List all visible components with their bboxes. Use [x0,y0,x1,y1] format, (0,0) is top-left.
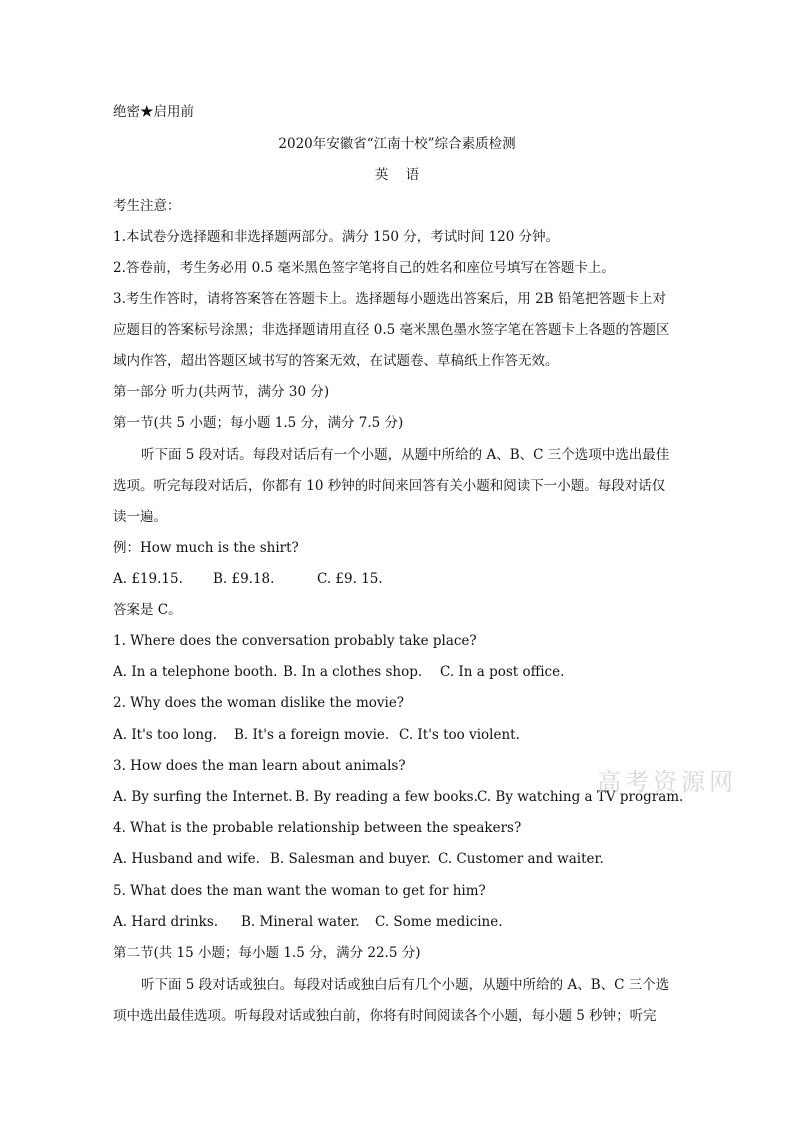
option-c: C. In a post office. [440,664,565,680]
section1-instruction: 读一遍。 [113,509,167,525]
notice-heading: 考生注意： [113,198,181,214]
notice-item: 2.答卷前，考生务必用 0.5 毫米黑色签字笔将自己的姓名和座位号填写在答题卡上。 [113,260,615,276]
section2-title: 第二节(共 15 小题；每小题 1.5 分，满分 22.5 分) [113,945,421,961]
option-c: C. It's too violent. [399,727,520,743]
question-4: 4. What is the probable relationship between the speakers? [113,820,522,836]
question-2-options [113,726,520,744]
question-3: 3. How does the man learn about animals? [113,758,406,774]
subject-title: 英 语 [374,167,420,183]
option-c: C. Some medicine. [375,914,503,930]
question-1-options [113,663,564,681]
question-4-options [113,850,604,868]
secret-label: 绝密★启用前 [113,104,194,120]
example-question: 例：How much is the shirt? [113,540,299,556]
section1-title: 第一节(共 5 小题；每小题 1.5 分，满分 7.5 分) [113,415,404,431]
example-options [113,570,383,588]
exam-title: 2020年安徽省“江南十校”综合素质检测 [278,136,516,152]
option-a: A. Husband and wife. [113,851,260,867]
question-1: 1. Where does the conversation probably take place? [113,633,477,649]
notice-item: 1.本试卷分选择题和非选择题两部分。满分 150 分，考试时间 120 分钟。 [113,229,560,245]
option-b: B. It's a foreign movie. [234,727,390,743]
option-a: A. In a telephone booth. [113,664,278,680]
option-b: B. £9.18. [213,571,275,587]
example-answer: 答案是 C。 [113,602,182,618]
watermark: 高考资源网 [597,768,737,796]
notice-item: 3.考生作答时，请将答案答在答题卡上。选择题每小题选出答案后，用 2B 铅笔把答题卡上对 [113,291,666,307]
option-c: C. £9. 15. [317,571,383,587]
option-c: C. Customer and waiter. [438,851,604,867]
section1-instruction: 选项。听完每段对话后，你都有 10 秒钟的时间来回答有关小题和阅读下一小题。每段对话仅 [113,478,666,494]
option-a: A. By surfing the Internet. [113,789,293,805]
question-2: 2. Why does the woman dislike the movie? [113,695,405,711]
option-a: A. £19.15. [113,571,183,587]
option-b: B. Salesman and buyer. [270,851,431,867]
section1-instruction: 听下面 5 段对话。每段对话后有一个小题，从题中所给的 A、B、C 三个选项中选出最佳 [141,447,670,463]
option-a: A. It's too long. [113,727,218,743]
option-a: A. Hard drinks. [113,914,219,930]
notice-item: 应题目的答案标号涂黑；非选择题请用直径 0.5 毫米黑色墨水签字笔在答题卡上各题的答题区 [113,322,670,338]
part1-title: 第一部分 听力(共两节，满分 30 分) [113,384,330,400]
option-b: B. By reading a few books. [295,789,478,805]
notice-item: 域内作答，超出答题区域书写的答案无效，在试题卷、草稿纸上作答无效。 [113,353,559,369]
section2-instruction: 项中选出最佳选项。听每段对话或独白前，你将有时间阅读各个小题，每小题 5 秒钟；听完 [113,1008,657,1024]
option-c: C. By watching a TV program. [477,789,684,805]
question-5-options [113,913,503,931]
option-b: B. In a clothes shop. [283,664,423,680]
option-b: B. Mineral water. [241,914,360,930]
question-5: 5. What does the man want the woman to get for him? [113,883,486,899]
section2-instruction: 听下面 5 段对话或独白。每段对话或独白后有几个小题，从题中所给的 A、B、C 三个选 [141,977,670,993]
